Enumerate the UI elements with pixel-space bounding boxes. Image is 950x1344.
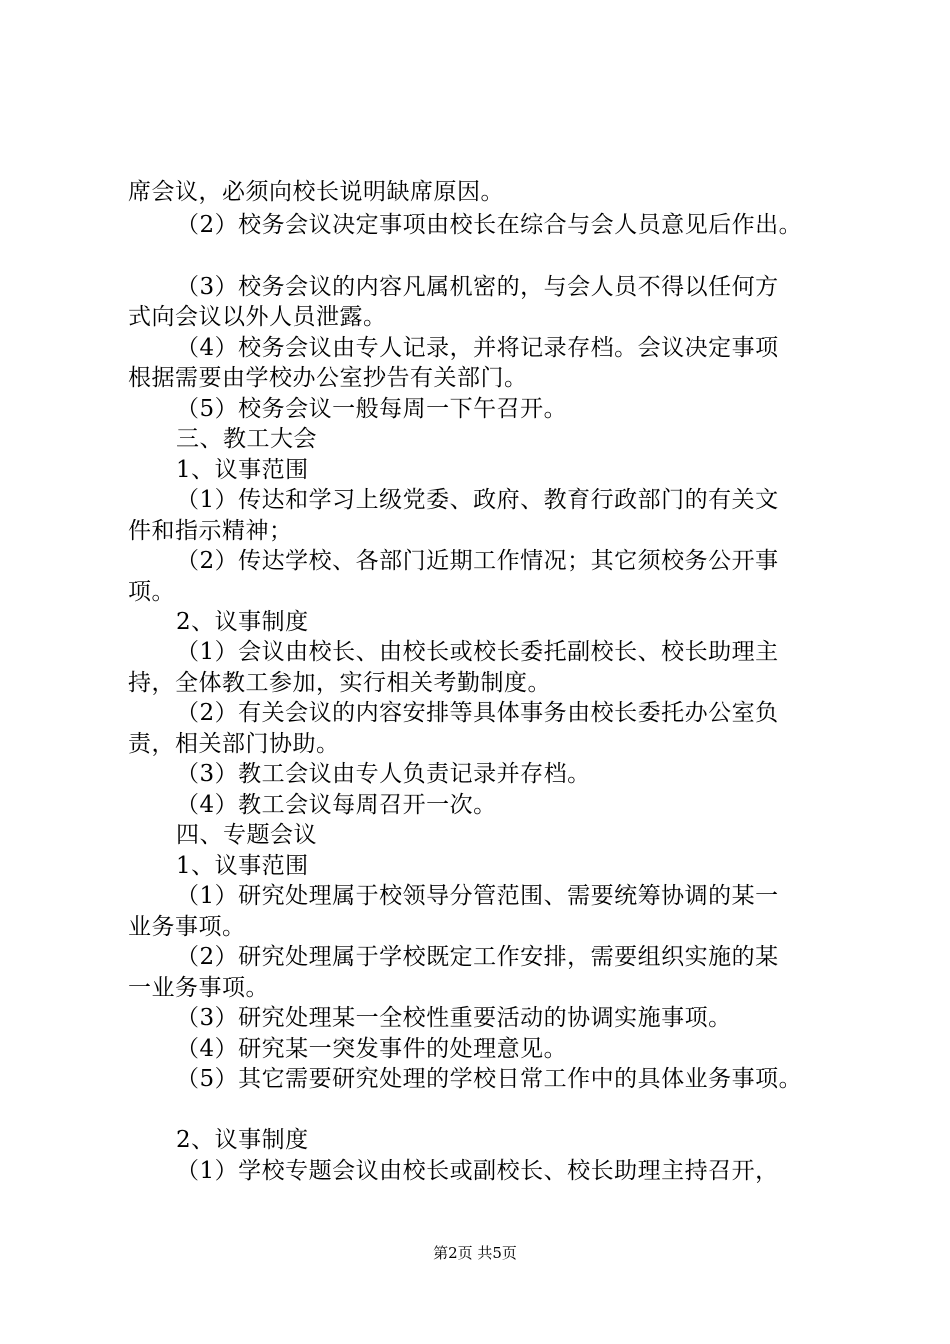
text-line-2: （2）校务会议决定事项由校长在综合与会人员意见后作出。 [176,212,803,238]
section-heading-3: 三、教工大会 [176,426,317,452]
text-line-17: （2）有关会议的内容安排等具体事务由校长委托办公室负 [176,700,779,726]
text-line-16: 持，全体教工参加，实行相关考勤制度。 [128,670,551,696]
text-line-4: 式向会议以外人员泄露。 [128,304,387,330]
text-line-29: （5）其它需要研究处理的学校日常工作中的具体业务事项。 [176,1066,803,1092]
text-line-26: 一业务事项。 [128,975,269,1001]
text-line-6: 根据需要由学校办公室抄告有关部门。 [128,365,528,391]
text-line-5: （4）校务会议由专人记录，并将记录存档。会议决定事项 [176,335,779,361]
text-line-12: （2）传达学校、各部门近期工作情况；其它须校务公开事 [176,548,779,574]
text-line-31: （1）学校专题会议由校长或副校长、校长助理主持召开， [176,1158,779,1184]
text-line-13: 项。 [128,579,175,605]
page-footer: 第2页 共5页 [433,1244,517,1262]
text-line-7: （5）校务会议一般每周一下午召开。 [176,396,568,422]
text-line-1: 席会议，必须向校长说明缺席原因。 [128,179,504,205]
subheading-scope-2: 1、议事范围 [176,853,309,879]
text-line-25: （2）研究处理属于学校既定工作安排，需要组织实施的某 [176,944,779,970]
subheading-scope-1: 1、议事范围 [176,457,309,483]
text-line-3: （3）校务会议的内容凡属机密的，与会人员不得以任何方 [176,274,779,300]
subheading-rules-2: 2、议事制度 [176,1127,309,1153]
subheading-rules-1: 2、议事制度 [176,609,309,635]
section-heading-4: 四、专题会议 [176,822,317,848]
text-line-11: 件和指示精神； [128,518,293,544]
text-line-24: 业务事项。 [128,914,246,940]
text-line-27: （3）研究处理某一全校性重要活动的协调实施事项。 [176,1005,732,1031]
text-line-28: （4）研究某一突发事件的处理意见。 [176,1036,568,1062]
text-line-15: （1）会议由校长、由校长或校长委托副校长、校长助理主 [176,639,779,665]
text-line-19: （3）教工会议由专人负责记录并存档。 [176,761,591,787]
text-line-20: （4）教工会议每周召开一次。 [176,792,497,818]
text-line-23: （1）研究处理属于校领导分管范围、需要统筹协调的某一 [176,883,779,909]
text-line-10: （1）传达和学习上级党委、政府、教育行政部门的有关文 [176,487,779,513]
text-line-18: 责，相关部门协助。 [128,731,340,757]
